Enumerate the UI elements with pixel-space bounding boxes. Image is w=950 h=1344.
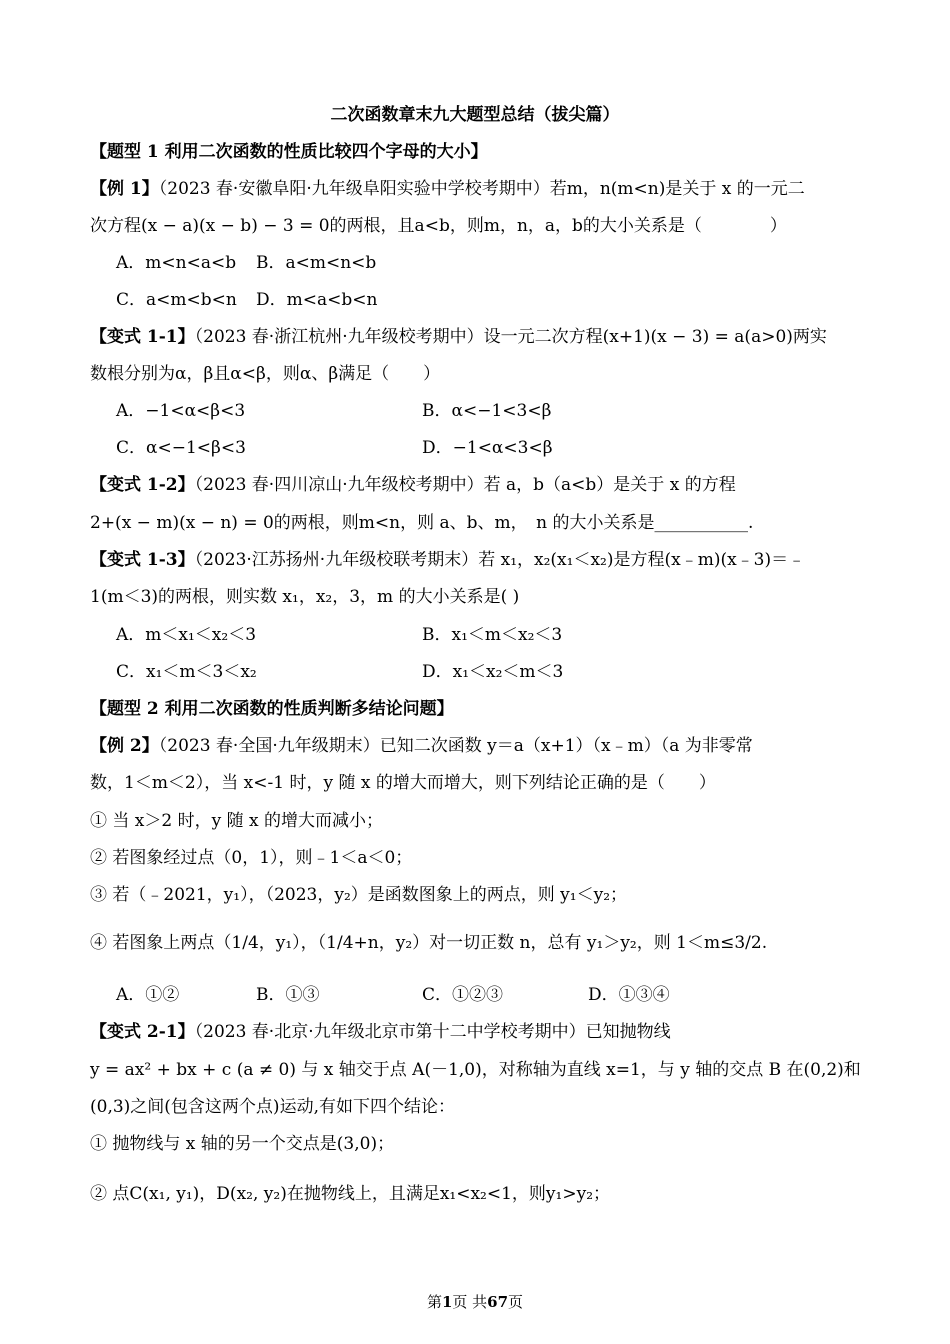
variant-text: （2023 春·四川凉山·九年级校考期中）若 a，b（a<b）是关于 x 的方程 xyxy=(194,475,736,495)
example-text: （2023 春·安徽阜阳·九年级阜阳实验中学校考期中）若m，n(m<n)是关于 x 的一元二 xyxy=(158,179,805,199)
option-d: D．x₁＜x₂＜m＜3 xyxy=(422,662,564,682)
variant-text: （2023 春·北京·九年级北京市第十二中学校考期中）已知抛物线 xyxy=(194,1022,671,1042)
variant-tag: 【变式 2-1】 xyxy=(90,1022,195,1042)
option-a: A．m<n<a<b xyxy=(116,253,237,273)
statement-1: ① 抛物线与 x 轴的另一个交点是(3,0)； xyxy=(90,1134,395,1154)
variant-tag: 【变式 1-1】 xyxy=(90,327,195,347)
option-b: B．①③ xyxy=(256,985,320,1005)
statement-1: ① 当 x＞2 时，y 随 x 的增大而减小； xyxy=(90,811,384,831)
footer-middle: 页 共 xyxy=(452,1293,488,1311)
variant-2-1-line-2: y = ax² + bx + c (a ≠ 0) 与 x 轴交于点 A(－1,0)，对称轴为直线 x=1，与 y 轴的交点 B 在(0,2)和 xyxy=(90,1060,861,1080)
example-1-line-2: 次方程(x − a)(x − b) − 3 = 0的两根，且a<b，则m，n，a，b的大小关系是（ ） xyxy=(90,216,787,236)
option-c: C．x₁＜m＜3＜x₂ xyxy=(116,662,257,682)
statement-3: ③ 若（﹣2021，y₁），（2023，y₂）是函数图象上的两点，则 y₁＜y₂； xyxy=(90,885,628,905)
example-1-line-1 xyxy=(90,176,860,202)
statement-4: ④ 若图象上两点（1/4，y₁），（1/4+n，y₂）对一切正数 n，总有 y₁＞y₂，则 1＜m≤3/2. xyxy=(90,933,768,953)
footer-suffix: 页 xyxy=(508,1293,524,1311)
example-tag: 【例 2】 xyxy=(90,736,159,756)
variant-1-3-line-2: 1(m＜3)的两根，则实数 x₁，x₂，3，m 的大小关系是( ) xyxy=(90,587,520,607)
option-b: B．α<−1<3<β xyxy=(422,401,552,421)
variant-text: （2023 春·浙江杭州·九年级校考期中）设一元二次方程(x+1)(x − 3) = a(a>0)两实 xyxy=(194,327,827,347)
variant-tag: 【变式 1-2】 xyxy=(90,475,195,495)
variant-tag: 【变式 1-3】 xyxy=(90,550,195,570)
footer-prefix: 第 xyxy=(426,1293,442,1311)
variant-2-1-line-1 xyxy=(90,1019,860,1045)
variant-1-2-line-2: 2+(x − m)(x − n) = 0的两根，则m<n，则 a、b、m， n 的大小关系是___________. xyxy=(90,513,754,533)
option-c: C．α<−1<β<3 xyxy=(116,438,246,458)
example-2-line-2: 数，1＜m＜2），当 x<-1 时，y 随 x 的增大而增大，则下列结论正确的是（ ） xyxy=(90,773,716,793)
variant-2-1-line-3: (0,3)之间(包含这两个点)运动,有如下四个结论： xyxy=(90,1097,455,1117)
section-heading-1: 【题型 1 利用二次函数的性质比较四个字母的大小】 xyxy=(90,142,488,162)
option-a: A．①② xyxy=(116,985,180,1005)
page-footer xyxy=(0,1292,950,1312)
footer-page-number: 1 xyxy=(441,1293,453,1311)
statement-2: ② 点C(x₁, y₁)，D(x₂, y₂)在抛物线上，且满足x₁<x₂<1，则y₁>y₂； xyxy=(90,1184,611,1204)
option-a: A．−1<α<β<3 xyxy=(116,401,246,421)
option-b: B．a<m<n<b xyxy=(256,253,377,273)
option-d: D．−1<α<3<β xyxy=(422,438,553,458)
option-c: C．a<m<b<n xyxy=(116,290,237,310)
statement-2: ② 若图象经过点（0，1），则﹣1＜a＜0； xyxy=(90,848,413,868)
variant-1-1-line-2: 数根分别为α，β且α<β，则α、β满足（ ） xyxy=(90,364,441,384)
variant-1-1-line-1 xyxy=(90,324,860,350)
document-title: 二次函数章末九大题型总结（拔尖篇） xyxy=(330,105,620,125)
option-a: A．m＜x₁＜x₂＜3 xyxy=(116,625,257,645)
variant-1-3-line-1 xyxy=(90,547,860,573)
footer-total-pages: 67 xyxy=(487,1293,509,1311)
example-2-line-1 xyxy=(90,733,860,759)
example-text: （2023 春·全国·九年级期末）已知二次函数 y＝a（x+1）（x﹣m）（a 为非零常 xyxy=(158,736,753,756)
variant-text: （2023·江苏扬州·九年级校联考期末）若 x₁，x₂(x₁＜x₂)是方程(x﹣m)(x﹣3)＝﹣ xyxy=(194,550,806,570)
option-d: D．①③④ xyxy=(588,985,670,1005)
option-d: D．m<a<b<n xyxy=(256,290,378,310)
example-tag: 【例 1】 xyxy=(90,179,159,199)
option-c: C．①②③ xyxy=(422,985,504,1005)
section-heading-2: 【题型 2 利用二次函数的性质判断多结论问题】 xyxy=(90,699,454,719)
option-b: B．x₁＜m＜x₂＜3 xyxy=(422,625,563,645)
variant-1-2-line-1 xyxy=(90,472,860,498)
